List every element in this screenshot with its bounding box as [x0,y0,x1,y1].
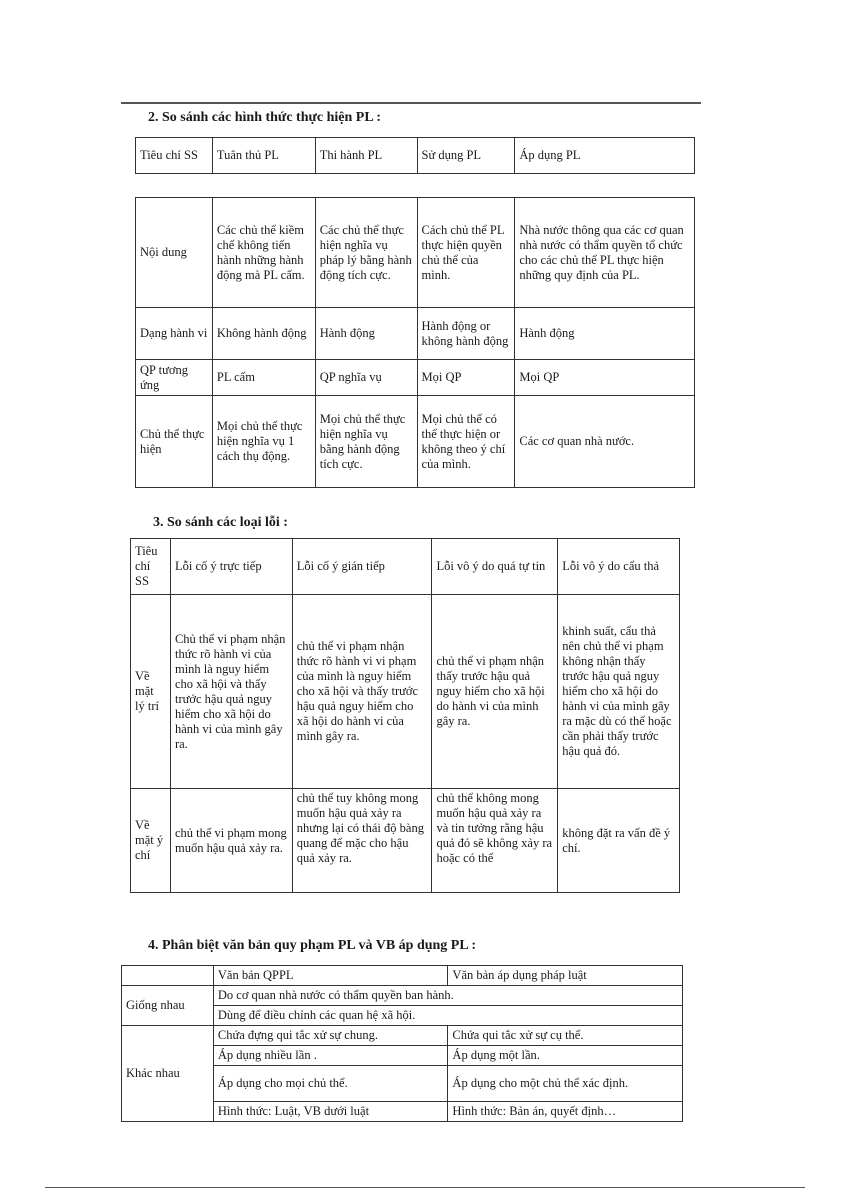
table-cell: chủ thể vi phạm mong muốn hậu quả xảy ra. [170,789,292,893]
table-cell: Các cơ quan nhà nước. [515,396,695,488]
table-cell: Do cơ quan nhà nước có thẩm quyền ban hành. [213,986,682,1006]
table-cell: Mọi QP [515,360,695,396]
header-cell: Tiêu chí SS [136,138,213,174]
table-row [122,986,683,1006]
table-cell: không đặt ra vấn đề ý chí. [558,789,680,893]
row-label: Dạng hành vi [136,308,213,360]
header-cell: Tiêu chí SS [131,539,171,595]
section3-heading: 3. So sánh các loại lỗi : [153,515,288,530]
row-label: QP tương ứng [136,360,213,396]
table-cell: Hành động [515,308,695,360]
table-cell: Mọi chủ thể thực hiện nghĩa vụ bằng hành động tích cực. [315,396,417,488]
table-row [122,966,683,986]
table-cell: PL cấm [212,360,315,396]
header-cell [122,966,214,986]
table-row [131,595,680,789]
table-row [136,138,695,174]
section3-table [130,538,680,893]
header-cell: Lỗi cố ý gián tiếp [292,539,432,595]
table-row [131,789,680,893]
table-cell: Áp dụng cho một chủ thể xác định. [448,1066,683,1102]
table-row [136,308,695,360]
section2-heading: 2. So sánh các hình thức thực hiện PL : [148,110,382,125]
section2-body-table [135,197,695,488]
table-cell: Hành động or không hành động [417,308,515,360]
table-cell: Hình thức: Bản án, quyết định… [448,1102,683,1122]
table-cell: Mọi chủ thể thực hiện nghĩa vụ 1 cách thụ động. [212,396,315,488]
header-cell: Văn bản QPPL [213,966,448,986]
table-cell: Áp dụng cho mọi chủ thể. [213,1066,448,1102]
row-label: Khác nhau [122,1026,214,1122]
table-cell: Không hành động [212,308,315,360]
table-cell: Các chủ thể kiềm chế không tiến hành những hành động mà PL cấm. [212,198,315,308]
table-cell: Hình thức: Luật, VB dưới luật [213,1102,448,1122]
header-cell: Áp dụng PL [515,138,695,174]
header-cell: Lỗi vô ý do cẩu thả [558,539,680,595]
section4-table [121,965,683,1122]
table-row [131,539,680,595]
table-cell: Chứa đựng qui tắc xử sự chung. [213,1026,448,1046]
table-row [122,1026,683,1046]
header-cell: Thi hành PL [315,138,417,174]
table-cell: Chứa qui tắc xử sự cụ thể. [448,1026,683,1046]
table-cell: Mọi chủ thể có thể thực hiện or không theo ý chí của mình. [417,396,515,488]
table-cell: Áp dụng nhiều lần . [213,1046,448,1066]
header-cell: Sử dụng PL [417,138,515,174]
top-rule [121,102,701,104]
table-cell: chủ thể không mong muốn hậu quả xảy ra và tin tưởng rằng hậu quả đó sẽ không xảy ra hoặc có thể [432,789,558,893]
table-cell: Cách chủ thể PL thực hiện quyền chủ thể của mình. [417,198,515,308]
bottom-rule [45,1187,805,1188]
table-cell: chủ thể vi phạm nhận thức rõ hành vi vi phạm của mình là nguy hiểm cho xã hội và thấy trước hậu quả nguy hiểm cho xã hội do hành vi của mình gây ra. [292,595,432,789]
table-cell: chủ thể vi phạm nhận thấy trước hậu quả nguy hiểm cho xã hội do hành vi của mình gây ra. [432,595,558,789]
header-cell: Văn bản áp dụng pháp luật [448,966,683,986]
table-cell: Nhà nước thông qua các cơ quan nhà nước có thẩm quyền tổ chức cho các chủ thể PL thực hiện những quy định của PL. [515,198,695,308]
table-cell: Dùng để điều chỉnh các quan hệ xã hội. [213,1006,682,1026]
table-cell: Mọi QP [417,360,515,396]
section4-heading: 4. Phân biệt văn bản quy phạm PL và VB áp dụng PL : [148,938,477,953]
header-cell: Tuân thủ PL [212,138,315,174]
row-label: Về mặt lý trí [131,595,171,789]
table-row [136,198,695,308]
table-cell: khinh suất, cẩu thả nên chủ thể vi phạm không nhận thấy trước hậu quả nguy hiểm cho xã hội do hành vi của mình gây ra mặc dù có thể hoặc cần phải thấy trước hậu quả đó. [558,595,680,789]
header-cell: Lỗi cố ý trực tiếp [170,539,292,595]
row-label: Chủ thể thực hiện [136,396,213,488]
table-row [136,396,695,488]
table-cell: Hành động [315,308,417,360]
section2-header-table [135,137,695,174]
table-cell: Các chủ thể thực hiện nghĩa vụ pháp lý bằng hành động tích cực. [315,198,417,308]
table-cell: chủ thể tuy không mong muốn hậu quả xảy ra nhưng lại có thái độ bàng quang để mặc cho hậu quả xảy ra. [292,789,432,893]
table-cell: Áp dụng một lần. [448,1046,683,1066]
table-cell: QP nghĩa vụ [315,360,417,396]
table-row [136,360,695,396]
row-label: Về mặt ý chí [131,789,171,893]
row-label: Nội dung [136,198,213,308]
table-cell: Chủ thể vi phạm nhận thức rõ hành vi của mình là nguy hiểm cho xã hội và thấy trước hậu quả nguy hiểm cho xã hội do hành vi của mình gây ra. [170,595,292,789]
header-cell: Lỗi vô ý do quá tự tin [432,539,558,595]
row-label: Giống nhau [122,986,214,1026]
